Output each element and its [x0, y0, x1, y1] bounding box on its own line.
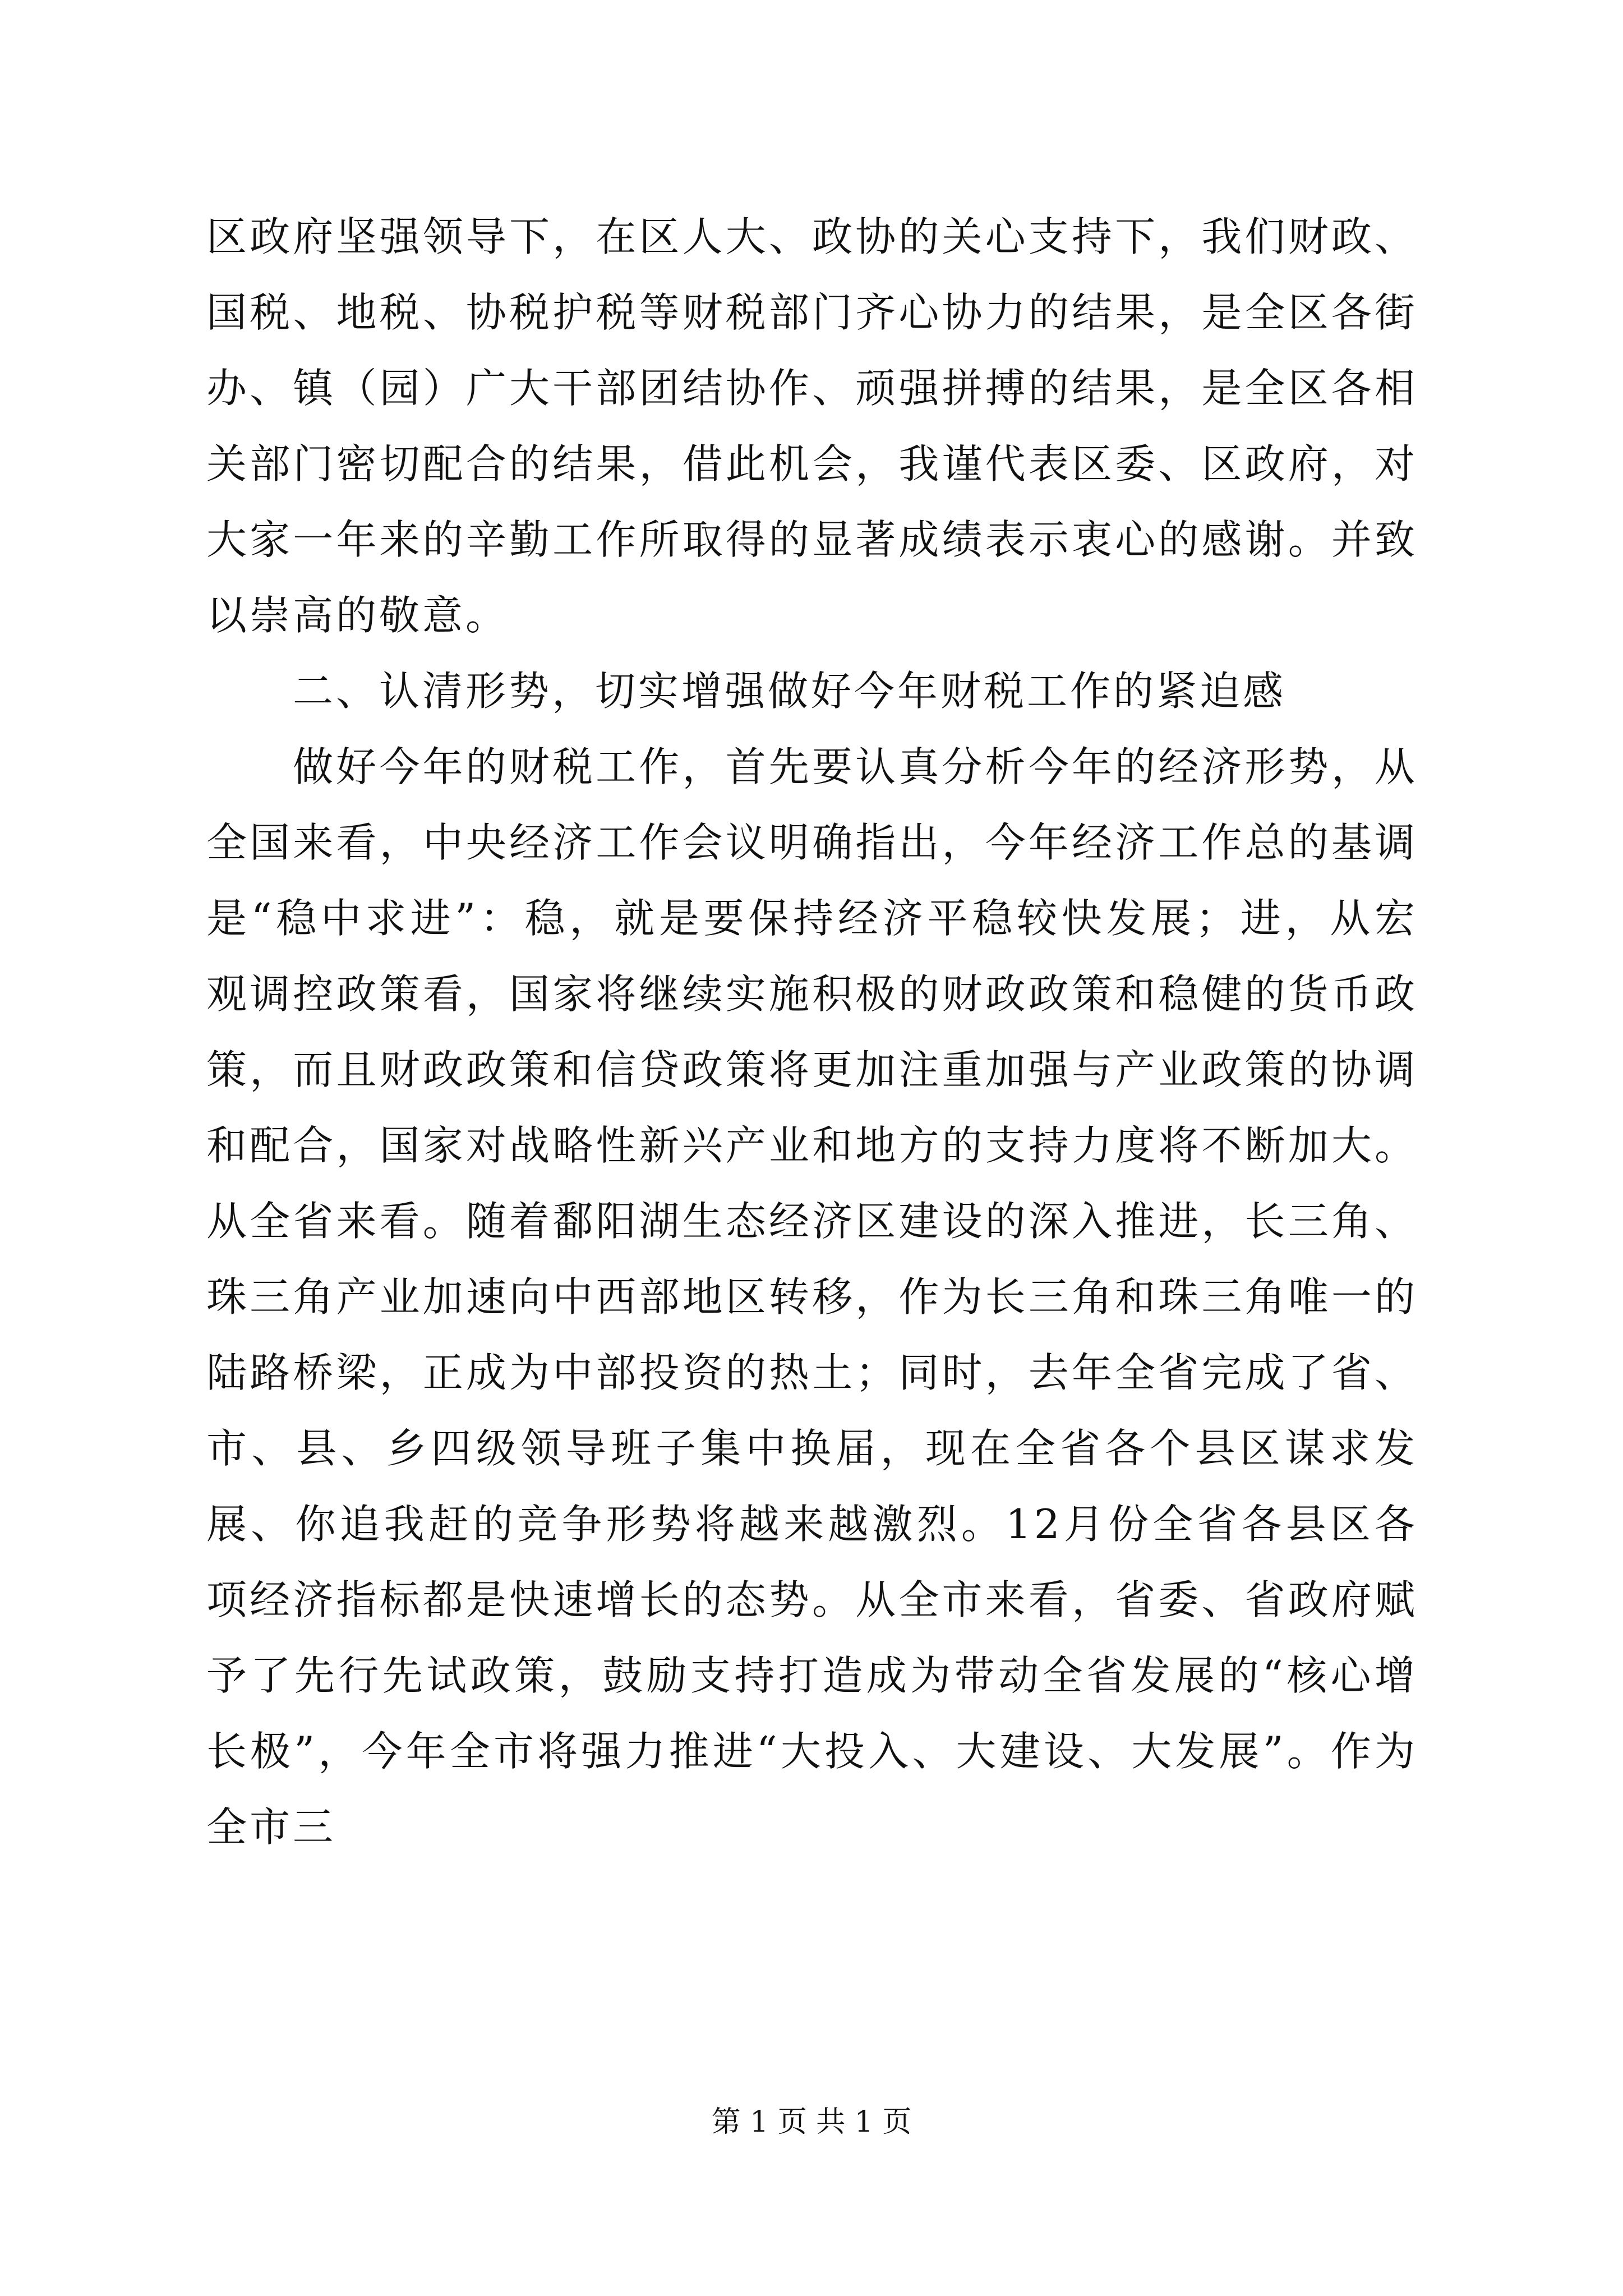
section-heading: 二、认清形势，切实增强做好今年财税工作的紧迫感 — [293, 668, 1287, 715]
page-footer: 第 1 页 共 1 页 — [711, 2105, 912, 2139]
paragraph-continuation: 区政府坚强领导下，在区人大、政协的关心支持下，我们财政、国税、地税、协税护税等财税部门齐心协力的结果，是全区各街办、镇（园）广大干部团结协作、顽强拼搏的结果，是全区各相关部门密切配合的结果，借此机会，我谨代表区委、区政府，对大家一年来的辛勤工作所取得的显著成绩表示衷心的感谢。并致以崇高的敬意。 — [206, 213, 1418, 639]
document-body — [206, 199, 1418, 1865]
paragraph-economic-situation: 做好今年的财税工作，首先要认真分析今年的经济形势，从全国来看，中央经济工作会议明确指出，今年经济工作总的基调是“稳中求进”：稳，就是要保持经济平稳较快发展；进，从宏观调控政策看，国家将继续实施积极的财政政策和稳健的货币政策，而且财政政策和信贷政策将更加注重加强与产业政策的协调和配合，国家对战略性新兴产业和地方的支持力度将不断加大。从全省来看。随着鄱阳湖生态经济区建设的深入推进，长三角、珠三角产业加速向中西部地区转移，作为长三角和珠三角唯一的陆路桥梁，正成为中部投资的热土；同时，去年全省完成了省、市、县、乡四级领导班子集中换届，现在全省各个县区谋求发展、你追我赶的竞争形势将越来越激烈。12月份全省各县区各项经济指标都是快速增长的态势。从全市来看，省委、省政府赋予了先行先试政策，鼓励支持打造成为带动全省发展的“核心增长极”，今年全市将强力推进“大投入、大建设、大发展”。作为全市三 — [206, 743, 1418, 1851]
